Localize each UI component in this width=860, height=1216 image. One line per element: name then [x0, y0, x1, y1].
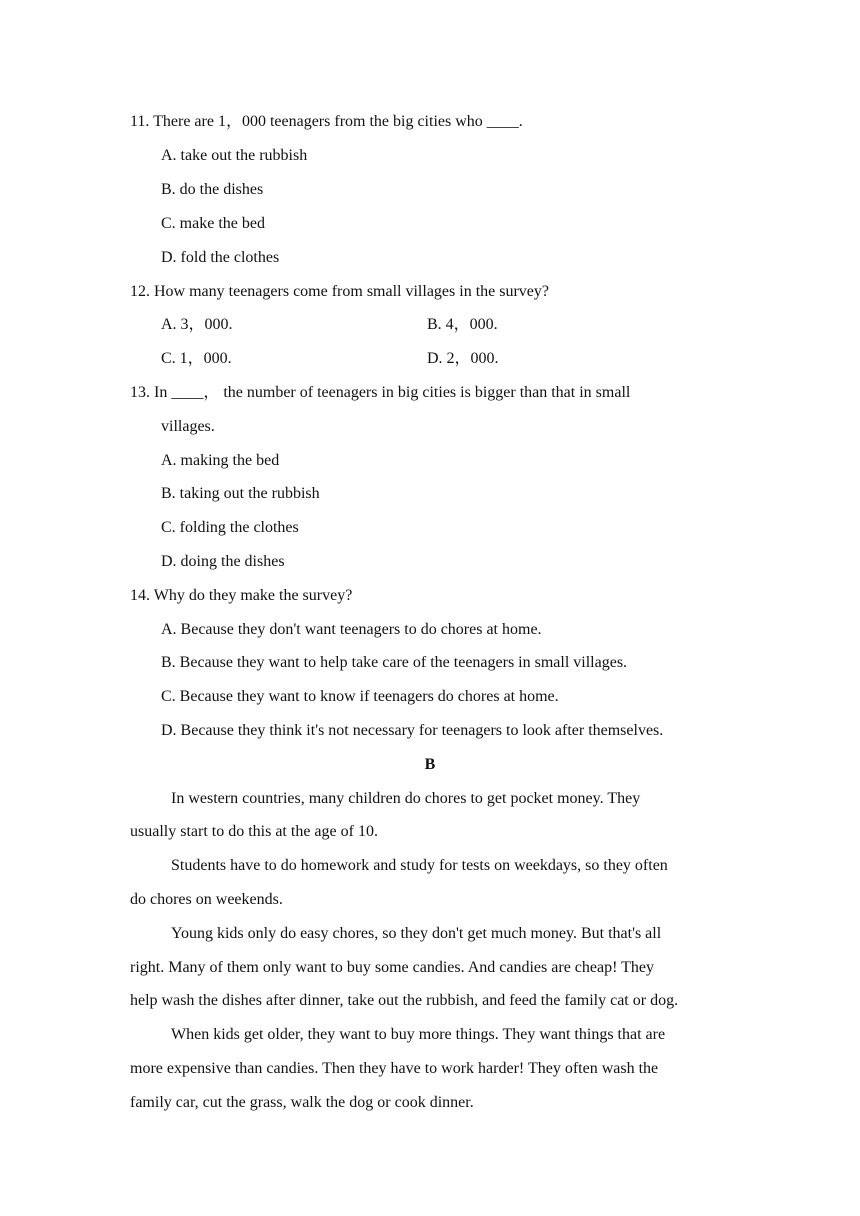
- question-11-option-d: D. fold the clothes: [161, 249, 280, 266]
- question-14-stem: 14. Why do they make the survey?: [130, 587, 353, 604]
- question-12-option-d: D. 2，000.: [427, 350, 499, 367]
- paragraph-4-line-1: When kids get older, they want to buy more things. They want things that are: [171, 1026, 666, 1043]
- question-12-option-a: A. 3，000.: [161, 316, 233, 333]
- paragraph-4-line-2: more expensive than candies. Then they have to work harder! They often wash the: [130, 1060, 659, 1077]
- section-heading: B: [424, 756, 436, 773]
- question-11-stem: 11. There are 1，000 teenagers from the big cities who ____.: [130, 113, 523, 130]
- paragraph-3-line-1: Young kids only do easy chores, so they don't get much money. But that's all: [171, 925, 662, 942]
- question-13-option-b: B. taking out the rubbish: [161, 485, 320, 502]
- paragraph-2-line-2: do chores on weekends.: [130, 891, 283, 908]
- question-14-option-a: A. Because they don't want teenagers to do chores at home.: [161, 621, 542, 638]
- paragraph-2-line-1: Students have to do homework and study for tests on weekdays, so they often: [171, 857, 668, 874]
- question-14-option-b: B. Because they want to help take care of the teenagers in small villages.: [161, 654, 628, 671]
- question-12-option-c: C. 1，000.: [161, 350, 232, 367]
- question-12-stem: 12. How many teenagers come from small villages in the survey?: [130, 283, 549, 300]
- question-13-option-c: C. folding the clothes: [161, 519, 299, 536]
- question-11-option-b: B. do the dishes: [161, 181, 264, 198]
- question-13-option-d: D. doing the dishes: [161, 553, 285, 570]
- paragraph-1-line-2: usually start to do this at the age of 10.: [130, 823, 378, 840]
- question-13-stem-continued: villages.: [161, 418, 215, 435]
- question-11-option-c: C. make the bed: [161, 215, 265, 232]
- question-13-stem: 13. In ____， the number of teenagers in big cities is bigger than that in small: [130, 384, 631, 401]
- question-14-option-d: D. Because they think it's not necessary for teenagers to look after themselves.: [161, 722, 664, 739]
- paragraph-3-line-2: right. Many of them only want to buy some candies. And candies are cheap! They: [130, 959, 655, 976]
- paragraph-1-line-1: In western countries, many children do chores to get pocket money. They: [171, 790, 641, 807]
- paragraph-4-line-3: family car, cut the grass, walk the dog or cook dinner.: [130, 1094, 474, 1111]
- question-14-option-c: C. Because they want to know if teenagers do chores at home.: [161, 688, 559, 705]
- paragraph-3-line-3: help wash the dishes after dinner, take out the rubbish, and feed the family cat or dog.: [130, 992, 679, 1009]
- question-13-option-a: A. making the bed: [161, 452, 280, 469]
- question-12-option-b: B. 4，000.: [427, 316, 498, 333]
- question-11-option-a: A. take out the rubbish: [161, 147, 308, 164]
